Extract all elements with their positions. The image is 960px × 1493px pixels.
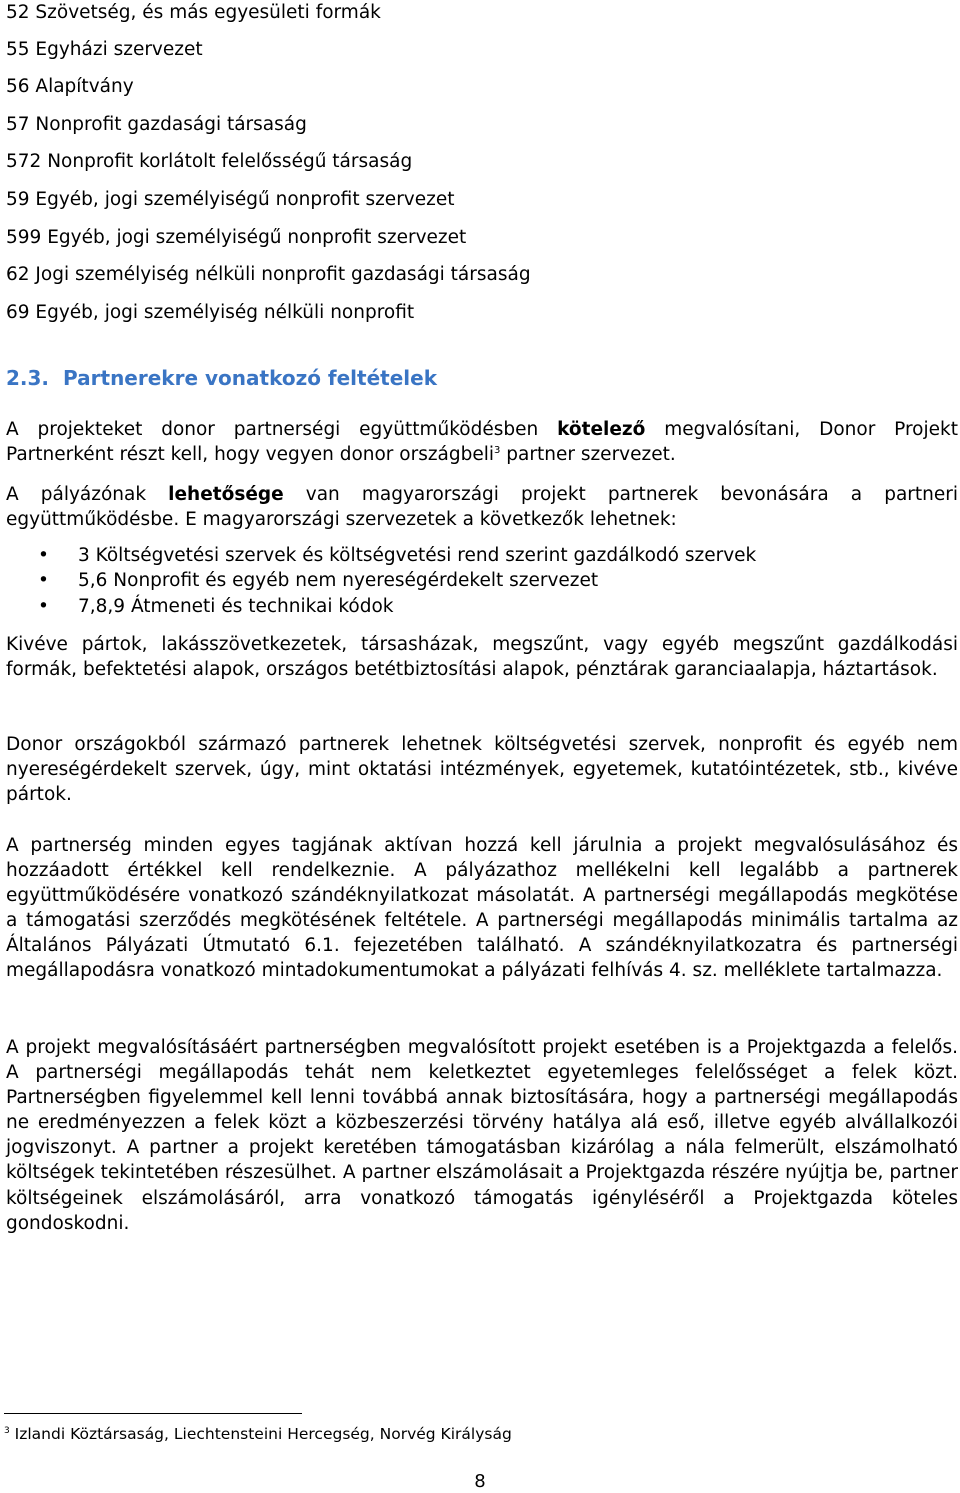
text-run: van magyarországi projekt partnerek bevonására a partneri együttműködésbe. E magyarországi szervezetek a következők lehetnek:: [6, 484, 958, 531]
paragraph-partnership-agreement: [6, 833, 958, 984]
footnote-text: Izlandi Köztársaság, Liechtensteini Hercegség, Norvég Királyság: [14, 1425, 512, 1443]
section-title: Partnerekre vonatkozó feltételek: [63, 366, 438, 390]
paragraph-text: A projekt megvalósításáért partnerségben megvalósított projekt esetében is a Projektgazda a felelős. A partnerségi megállapodás tehát nem keletkeztet egyetemleges felelősséget a felek közt. Partnerségben figyelemmel kell lenni továbbá annak biztosítására, hogy a partnerségi megállapodás ne eredményezzen a felek közt a közbeszerzési törvény hatálya alá eső, illetve egyéb alvállalkozói jogviszonyt. A partner a projekt keretében támogatásban kizárólag a nála felmerült, elszámolható költségek tekintetében részesülhet. A partner elszámolásait a Projektgazda részére nyújtja be, partner költségeinek elszámolásáról, arra vonatkozó támogatás igényléséről a Projektgazda köteles gondoskodni.: [6, 1037, 958, 1234]
section-number: 2.3.: [6, 366, 50, 390]
section-heading: [6, 364, 437, 392]
footnote: [4, 1424, 512, 1444]
partner-type-list: [40, 543, 940, 619]
org-form-item: 56 Alapítvány: [6, 76, 134, 97]
emphasis-possibility: lehetősége: [168, 484, 284, 505]
org-form-item: 52 Szövetség, és más egyesületi formák: [6, 2, 381, 23]
org-form-item: 55 Egyházi szervezet: [6, 39, 203, 60]
paragraph-text: Kivéve pártok, lakásszövetkezetek, társasházak, megszűnt, vagy egyéb megszűnt gazdálkodási formák, befektetési alapok, országos betétbiztosítási alapok, pénztárak garanciaalapja, háztartások.: [6, 634, 958, 681]
org-form-item: 57 Nonprofit gazdasági társaság: [6, 114, 307, 135]
paragraph-text: A partnerség minden egyes tagjának aktívan hozzá kell járulnia a projekt megvalósulásához és hozzáadott értékkel kell rendelkeznie. A pályázathoz mellékelni kell legalább a partnerek együttműködésére vonatkozó szándéknyilatkozat másolatát. A partnerségi megállapodás megkötése a támogatási szerződés megkötésének feltétele. A partnerségi megállapodás minimális tartalma az Általános Pályázati Útmutató 6.1. fejezetében található. A szándéknyilatkozatra és partnerségi megállapodásra vonatkozó mintadokumentumokat a pályázati felhívás 4. sz. melléklete tartalmazza.: [6, 835, 958, 982]
footnote-ref[interactable]: 3: [494, 445, 501, 457]
org-form-item: 599 Egyéb, jogi személyiségű nonprofit szervezet: [6, 227, 467, 248]
list-item-text: 3 Költségvetési szervek és költségvetési rend szerint gazdálkodó szervek: [78, 545, 757, 566]
org-form-item: 69 Egyéb, jogi személyiség nélküli nonprofit: [6, 302, 415, 323]
emphasis-mandatory: kötelező: [557, 419, 646, 440]
text-run: A pályázónak: [6, 484, 169, 505]
paragraph-hungarian-partners: [6, 482, 958, 532]
footnote-marker: 3: [4, 1426, 10, 1436]
page-number: 8: [474, 1471, 486, 1492]
text-run: partner szervezet.: [500, 444, 676, 466]
bullet-icon: •: [38, 545, 49, 566]
bullet-icon: •: [38, 570, 49, 592]
list-item: [40, 594, 940, 619]
org-form-item: 572 Nonprofit korlátolt felelősségű társaság: [6, 151, 413, 172]
list-item-text: 7,8,9 Átmeneti és technikai kódok: [78, 595, 394, 617]
org-form-item: 59 Egyéb, jogi személyiségű nonprofit szervezet: [6, 189, 455, 210]
list-item: [40, 568, 940, 593]
bullet-icon: •: [38, 595, 49, 617]
org-form-item: 62 Jogi személyiség nélküli nonprofit gazdasági társaság: [6, 264, 531, 285]
paragraph-donor-partner: [6, 417, 958, 467]
list-item-text: 5,6 Nonprofit és egyéb nem nyereségérdekelt szervezet: [78, 570, 599, 592]
text-run: megvalósítani, Donor Projekt Partnerként részt kell, hogy vegyen donor országbeli: [6, 419, 958, 466]
paragraph-exclusions: [6, 632, 958, 682]
footnote-separator: [4, 1413, 302, 1414]
paragraph-donor-country-partners: [6, 732, 958, 807]
paragraph-text: Donor országokból származó partnerek lehetnek költségvetési szervek, nonprofit és egyéb nem nyereségérdekelt szervek, úgy, mint oktatási intézmények, egyetemek, kutatóintézetek, stb., kivéve pártok.: [6, 734, 958, 806]
paragraph-project-responsibility: [6, 1035, 958, 1236]
text-run: A projekteket donor partnerségi együttműködésben: [6, 419, 558, 440]
list-item: [40, 543, 940, 568]
